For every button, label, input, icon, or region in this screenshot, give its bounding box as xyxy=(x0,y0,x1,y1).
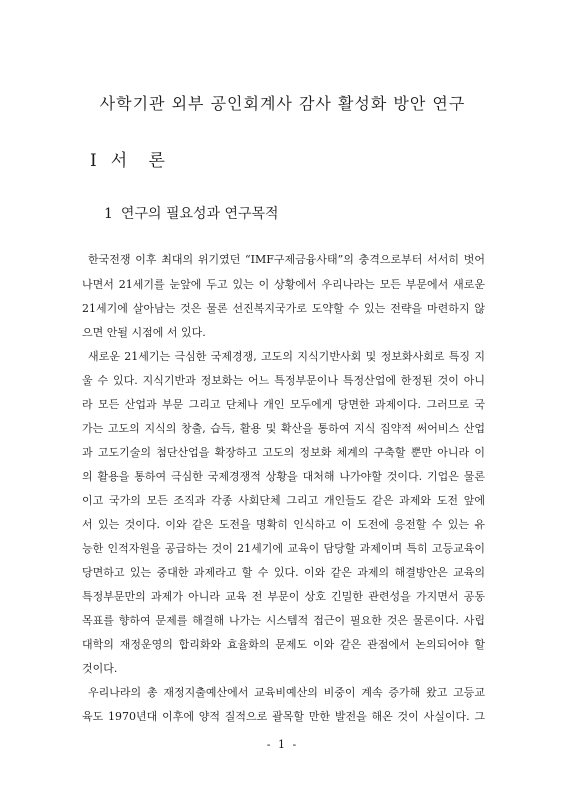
section-title: 연구의 필요성과 연구목적 xyxy=(120,206,279,222)
paragraph-line: 나면서 21세기를 눈앞에 두고 있는 이 상황에서 우리나라는 모든 부문에서 새로운 xyxy=(82,278,485,291)
paragraph-line: 가는 고도의 지식의 창출, 습득, 활용 및 확산을 통하여 지식 집약적 써어비스 산업 xyxy=(82,422,485,435)
paragraph-line: 의 활용을 통하여 극심한 국제경쟁적 상황을 대처해 나가야할 것이다. 기업은 물론 xyxy=(82,470,485,483)
paragraph-line: 21세기에 살아남는 것은 물론 선진복지국가로 도약할 수 있는 전략을 마련하지 않 xyxy=(82,302,485,315)
paragraph-line: 한국전쟁 이후 최대의 위기였던 “IMF구제금융사태”의 충격으로부터 서서히 벗어 xyxy=(88,253,485,266)
paragraph-line: 것이다. xyxy=(82,662,118,675)
paragraph-line: 특정부문만의 과제가 아니라 교육 전 부문이 상호 긴밀한 관련성을 가지면서 공동 xyxy=(82,590,485,603)
chapter-number: Ⅰ xyxy=(90,151,97,171)
paragraph-line: 으면 안될 시점에 서 있다. xyxy=(82,326,206,339)
paragraph-line: 대학의 재정운영의 합리화와 효율화의 문제도 이와 같은 관점에서 논의되어야 할 xyxy=(82,638,485,651)
paragraph-line: 이고 국가의 모든 조직과 각종 사회단체 그리고 개인들도 같은 과제와 도전 앞에 xyxy=(82,494,485,507)
paragraph-line: 새로운 21세기는 극심한 국제경쟁, 고도의 지식기반사회 및 정보화사회로 특징 지 xyxy=(88,350,485,363)
chapter-title: 서 론 xyxy=(110,151,173,171)
paragraph-line: 목표를 향하여 문제를 해결해 나가는 시스템적 접근이 필요한 것은 물론이다. 사립 xyxy=(82,614,485,627)
chapter-heading xyxy=(90,146,173,171)
paragraph-line: 과 고도기술의 첨단산업을 확장하고 고도의 정보화 체계의 구축할 뿐만 아니라 이 xyxy=(82,446,485,459)
paragraph-line: 우리나라의 총 재정지출예산에서 교육비예산의 비중이 계속 증가해 왔고 고등교 xyxy=(88,686,485,699)
paragraph-line: 라 모든 산업과 부문 그리고 단체나 개인 모두에게 당면한 과제이다. 그러므로 국 xyxy=(82,398,485,411)
paragraph-line: 당면하고 있는 중대한 과제라고 할 수 있다. 이와 같은 과제의 해결방안은 교육의 xyxy=(82,566,485,579)
page-number: - 1 - xyxy=(266,738,299,751)
paragraph-line: 울 수 있다. 지식기반과 정보화는 어느 특정부문이나 특정산업에 한정된 것이 아니 xyxy=(82,374,485,387)
section-number: 1 xyxy=(104,206,113,222)
section-heading xyxy=(104,203,279,223)
paragraph-line: 능한 인적자원을 공급하는 것이 21세기에 교육이 담당할 과제이며 특히 고등교육이 xyxy=(82,542,485,555)
paragraph-line: 서 있는 것이다. 이와 같은 도전을 명확히 인식하고 이 도전에 응전할 수 있는 유 xyxy=(82,518,485,531)
paragraph-line: 육도 1970년대 이후에 양적 질적으로 괄목할 만한 발전을 해온 것이 사실이다. 그 xyxy=(82,710,485,723)
document-title: 사학기관 외부 공인회계사 감사 활성화 방안 연구 xyxy=(99,94,466,113)
